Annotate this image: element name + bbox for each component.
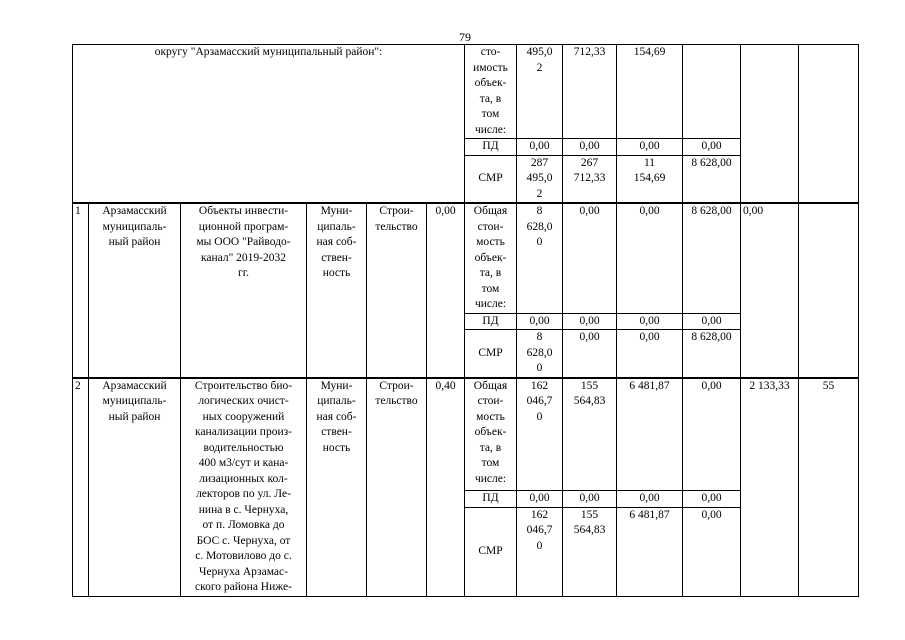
text-line: та, в [479, 441, 502, 454]
entry-y4: 2 133,33 [741, 378, 799, 597]
text-line: 155 [580, 508, 599, 521]
entry-smr-y3: 8 628,00 [683, 330, 741, 378]
entry-smr-total [517, 507, 563, 596]
entry-smr-total [517, 330, 563, 378]
text-line: ского района Ниже- [195, 581, 292, 593]
entry-number: 2 [73, 378, 89, 597]
text-line: Строительство био- [194, 379, 293, 392]
text-line: 162 [530, 379, 549, 392]
text-line: 0 [536, 236, 543, 248]
text-line: объек- [474, 426, 507, 438]
text-line: ная соб- [316, 410, 357, 423]
text-line: нина в с. Чернуха, [198, 503, 289, 516]
text-line: ный район [108, 410, 161, 423]
text-line: БОС с. Чернуха, от [196, 534, 291, 547]
text-line: 0 [536, 410, 543, 423]
text-line: 046,7 [526, 395, 553, 407]
summary-total [517, 45, 563, 139]
text-line: сто- [480, 46, 501, 58]
summary-pd-y2: 0,00 [617, 139, 683, 156]
entry-smr-y1 [563, 507, 617, 596]
entry-pd-y2: 0,00 [617, 490, 683, 507]
text-line: Муни- [320, 379, 353, 392]
text-line: ных сооружений [202, 410, 285, 423]
text-line: числе: [474, 123, 507, 136]
entry-pd-y2: 0,00 [617, 313, 683, 330]
entry-cost-label [465, 378, 517, 491]
text-line: 287 [530, 156, 549, 169]
text-line: мы ООО "Райводо- [196, 236, 291, 248]
summary-title: округу "Арзамасский муниципальный район": [73, 45, 465, 204]
entry-y3: 8 628,00 [683, 203, 741, 313]
entry-type [367, 203, 427, 378]
entry-capacity: 0,00 [427, 203, 465, 378]
text-line: 11 [643, 156, 656, 169]
entry-total [517, 378, 563, 491]
entry-smr-label: СМР [465, 507, 517, 596]
summary-y1: 712,33 [563, 45, 617, 139]
text-line: ствен- [321, 426, 352, 438]
text-line: мость [476, 410, 505, 423]
text-line: ципаль- [317, 220, 356, 233]
text-line: ционной програм- [198, 220, 289, 233]
text-line: 2 [536, 61, 543, 74]
entry-y1: 0,00 [563, 203, 617, 313]
summary-smr-y1 [563, 155, 617, 203]
entry-y4: 0,00 [741, 203, 799, 378]
entry-pd-total: 0,00 [517, 490, 563, 507]
text-line: 628,0 [526, 220, 553, 233]
text-line: от п. Ломовка до [202, 519, 285, 531]
entry-y2: 0,00 [617, 203, 683, 313]
summary-y4 [741, 45, 799, 204]
summary-smr-y2 [617, 155, 683, 203]
text-line: 564,83 [573, 524, 606, 536]
entry-y5 [799, 203, 859, 378]
summary-smr-y3: 8 628,00 [683, 155, 741, 203]
text-line: лекторов по ул. Ле- [196, 488, 291, 500]
text-line: тельство [375, 220, 418, 233]
entry-object [181, 378, 307, 597]
entry-total [517, 203, 563, 313]
entry-smr-y2: 0,00 [617, 330, 683, 378]
text-line: логических очист- [198, 395, 289, 407]
text-line: тельство [375, 395, 418, 407]
entry-pd-y1: 0,00 [563, 490, 617, 507]
text-line: Объекты инвести- [198, 205, 289, 217]
text-line: объек- [474, 77, 507, 89]
entry-pd-total: 0,00 [517, 313, 563, 330]
text-line: числе: [474, 298, 507, 310]
text-line: 0 [536, 539, 543, 552]
text-line: муниципаль- [102, 220, 167, 233]
text-line: канал" 2019-2032 [200, 251, 286, 264]
entry-number: 1 [73, 203, 89, 378]
text-line: канализации произ- [195, 426, 292, 438]
entry-smr-y2: 6 481,87 [617, 507, 683, 596]
text-line: ный район [108, 236, 161, 248]
text-line: мость [476, 236, 505, 248]
text-line: Чернуха Арзамас- [199, 565, 288, 578]
text-line: 628,0 [526, 346, 553, 359]
text-line: 564,83 [573, 395, 606, 407]
text-line: лизационных кол- [199, 472, 288, 485]
summary-pd-label [465, 139, 517, 156]
summary-pd-total [517, 139, 563, 156]
entry-type [367, 378, 427, 597]
text-line: 0,00 [529, 140, 550, 152]
text-line: объек- [474, 251, 507, 264]
summary-y5 [799, 45, 859, 204]
entry-smr-y3: 0,00 [683, 507, 741, 596]
entry-y1 [563, 378, 617, 491]
entry-pd-y3: 0,00 [683, 490, 741, 507]
text-line: 2 [536, 187, 543, 200]
text-line: стои- [477, 395, 504, 407]
entry-pd-label: ПД [465, 490, 517, 507]
text-line: ципаль- [317, 395, 356, 407]
text-line: та, в [479, 92, 502, 105]
entry-pd-y3: 0,00 [683, 313, 741, 330]
text-line: водительностью [203, 441, 284, 454]
summary-pd-y3: 0,00 [683, 139, 741, 156]
entry-smr-y1: 0,00 [563, 330, 617, 378]
text-line: имость [473, 61, 508, 74]
text-line: 400 м3/сут и кана- [198, 457, 289, 469]
text-line: числе: [474, 472, 507, 485]
text-line: ность [322, 267, 351, 279]
text-line: 712,33 [573, 172, 606, 184]
summary-pd-y1: 0,00 [563, 139, 617, 156]
text-line: ствен- [321, 251, 352, 264]
summary-y3 [683, 45, 741, 139]
text-line: том [481, 457, 500, 469]
text-line: ность [322, 441, 351, 454]
page-number: 79 [459, 30, 471, 44]
entry-object [181, 203, 307, 378]
text-line: СМР [478, 172, 503, 184]
entry-capacity: 0,40 [427, 378, 465, 597]
text-line: гг. [237, 267, 249, 279]
entry-district [89, 378, 181, 597]
entry-y2: 6 481,87 [617, 378, 683, 491]
text-line: 154,69 [633, 172, 666, 184]
entry-ownership [307, 203, 367, 378]
table-row [73, 203, 859, 313]
text-line: 046,7 [526, 524, 553, 536]
text-line: 267 [580, 156, 599, 169]
text-line: 8 [536, 331, 543, 343]
entry-y5: 55 [799, 378, 859, 597]
text-line: муниципаль- [102, 395, 167, 407]
text-line: Муни- [320, 205, 353, 217]
text-line: 8 [536, 205, 543, 217]
text-line: Строи- [379, 205, 414, 217]
text-line: Арзамасский [102, 205, 167, 217]
text-line: ПД [482, 140, 499, 152]
summary-row-total [73, 45, 859, 139]
text-line: 0 [536, 362, 543, 374]
entry-cost-label [465, 203, 517, 313]
text-line: том [481, 108, 500, 120]
text-line: ная соб- [316, 236, 357, 248]
summary-smr-total [517, 155, 563, 203]
text-line: с. Мотовилово до с. [195, 550, 292, 562]
text-line: 155 [580, 379, 599, 392]
summary-smr-label [465, 155, 517, 203]
text-line: Общая [473, 379, 508, 392]
entry-pd-label: ПД [465, 313, 517, 330]
text-line: Общая [473, 205, 508, 217]
entry-ownership [307, 378, 367, 597]
text-line: том [481, 282, 500, 295]
text-line: Строи- [379, 379, 414, 392]
investment-table [72, 44, 859, 597]
entry-pd-y1: 0,00 [563, 313, 617, 330]
entry-district [89, 203, 181, 378]
entry-smr-label: СМР [465, 330, 517, 378]
text-line: 495,0 [526, 46, 553, 58]
summary-y2: 154,69 [617, 45, 683, 139]
summary-cost-label [465, 45, 517, 139]
table-row [73, 378, 859, 491]
text-line: стои- [477, 220, 504, 233]
entry-y3: 0,00 [683, 378, 741, 491]
text-line: 495,0 [526, 172, 553, 184]
text-line: та, в [479, 267, 502, 279]
text-line: Арзамасский [102, 379, 167, 392]
text-line: 162 [530, 508, 549, 521]
